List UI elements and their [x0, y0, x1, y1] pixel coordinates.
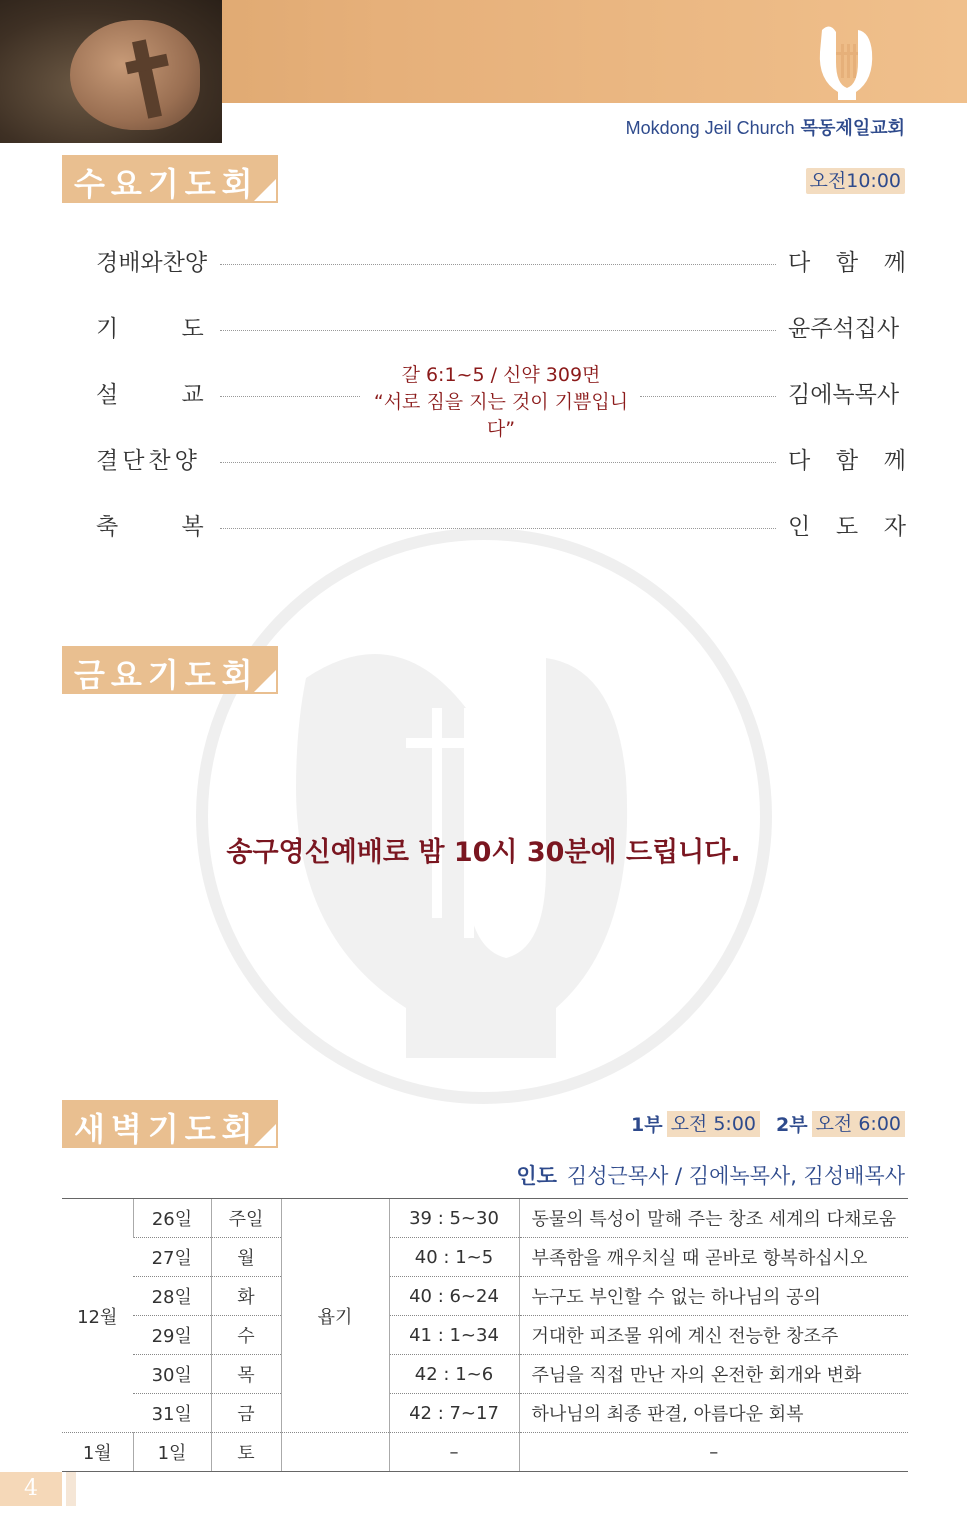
order-who: 윤주석집사: [788, 316, 900, 342]
weekday-cell: 주일: [211, 1199, 281, 1238]
part1-time: 오전 5:00: [667, 1111, 760, 1137]
order-row: [96, 364, 906, 440]
order-row: [96, 244, 906, 284]
topic-cell: –: [519, 1433, 908, 1472]
order-label: 기 도: [96, 316, 204, 342]
order-who: 다 함 께: [788, 448, 906, 474]
table-row: [62, 1238, 908, 1277]
order-who: 김에녹목사: [788, 382, 900, 408]
weekday-cell: 수: [211, 1316, 281, 1355]
page-number: 4: [0, 1472, 62, 1506]
day-cell: 30일: [133, 1355, 211, 1394]
book-cell-empty: [281, 1433, 389, 1472]
leader-dots: [220, 264, 776, 265]
month-cell: 12월: [62, 1199, 133, 1433]
leader-dots: [220, 528, 776, 529]
leader-dots: [220, 330, 776, 331]
day-cell: 31일: [133, 1394, 211, 1433]
dawn-title-text: 새벽기도회: [74, 1110, 259, 1148]
passage-cell: 40 : 6~24: [389, 1277, 519, 1316]
order-who: 인 도 자: [788, 514, 906, 540]
order-who: 다 함 께: [788, 250, 906, 276]
wednesday-section-title: [62, 155, 278, 203]
sermon-title: “서로 짐을 지는 것이 기쁨입니다”: [373, 391, 629, 440]
part1-label: 1부: [631, 1114, 663, 1136]
table-row: [62, 1355, 908, 1394]
dawn-schedule-table: [62, 1198, 908, 1472]
table-row: [62, 1199, 908, 1238]
day-cell: 27일: [133, 1238, 211, 1277]
church-name: [626, 114, 905, 140]
church-name-en: Mokdong Jeil Church: [625, 118, 795, 138]
table-row: [62, 1394, 908, 1433]
part2-label: 2부: [776, 1114, 808, 1136]
day-cell: 28일: [133, 1277, 211, 1316]
leader-dots: [640, 396, 776, 397]
order-row: [96, 508, 906, 548]
table-row: [62, 1433, 908, 1472]
topic-cell: 주님을 직접 만난 자의 온전한 회개와 변화: [519, 1355, 908, 1394]
leader-dots: [220, 396, 360, 397]
passage-cell: 42 : 1~6: [389, 1355, 519, 1394]
wednesday-time-badge: 오전10:00: [806, 168, 905, 194]
leader-dots: [220, 462, 776, 463]
topic-cell: 거대한 피조물 위에 계신 전능한 창조주: [519, 1316, 908, 1355]
order-label: 축 복: [96, 514, 204, 540]
lyre-logo-icon: [812, 22, 882, 102]
table-row: [62, 1316, 908, 1355]
day-cell: 26일: [133, 1199, 211, 1238]
leader-label: 인도: [516, 1164, 557, 1188]
leader-names: 김성근목사 / 김에녹목사, 김성배목사: [566, 1164, 905, 1188]
passage-cell: 40 : 1~5: [389, 1238, 519, 1277]
book-cell: 욥기: [281, 1199, 389, 1433]
lyre-watermark-icon: [196, 528, 772, 1104]
friday-title-text: 금요기도회: [74, 656, 259, 694]
topic-cell: 동물의 특성이 말해 주는 창조 세계의 다채로움: [519, 1199, 908, 1238]
passage-cell: –: [389, 1433, 519, 1472]
page-number-tab: [66, 1472, 76, 1506]
order-label: 경배와찬양: [96, 250, 208, 276]
dawn-section-title: [62, 1100, 278, 1148]
day-cell: 1일: [133, 1433, 211, 1472]
passage-cell: 41 : 1~34: [389, 1316, 519, 1355]
church-name-ko: 목동제일교회: [800, 118, 905, 138]
weekday-cell: 목: [211, 1355, 281, 1394]
weekday-cell: 금: [211, 1394, 281, 1433]
order-label: 설 교: [96, 382, 204, 408]
topic-cell: 부족함을 깨우치실 때 곧바로 항복하십시오: [519, 1238, 908, 1277]
weekday-cell: 토: [211, 1433, 281, 1472]
sermon-reference: 갈 6:1~5 / 신약 309면: [401, 364, 601, 386]
weekday-cell: 월: [211, 1238, 281, 1277]
wednesday-title-text: 수요기도회: [74, 165, 259, 203]
part2-time: 오전 6:00: [812, 1111, 905, 1137]
day-cell: 29일: [133, 1316, 211, 1355]
passage-cell: 39 : 5~30: [389, 1199, 519, 1238]
friday-message: 송구영신예배로 밤 10시 30분에 드립니다.: [226, 837, 741, 868]
dawn-leaders: [516, 1160, 905, 1190]
month-cell: 1월: [62, 1433, 133, 1472]
passage-cell: 42 : 7~17: [389, 1394, 519, 1433]
praying-hands-photo: [0, 0, 222, 143]
topic-cell: 누구도 부인할 수 없는 하나님의 공의: [519, 1277, 908, 1316]
weekday-cell: 화: [211, 1277, 281, 1316]
order-row: [96, 310, 906, 350]
order-label: 결단찬양: [96, 448, 201, 474]
sermon-info: [366, 362, 636, 443]
table-row: [62, 1277, 908, 1316]
friday-section-title: [62, 646, 278, 694]
dawn-times: [631, 1110, 905, 1137]
order-row: [96, 442, 906, 482]
topic-cell: 하나님의 최종 판결, 아름다운 회복: [519, 1394, 908, 1433]
